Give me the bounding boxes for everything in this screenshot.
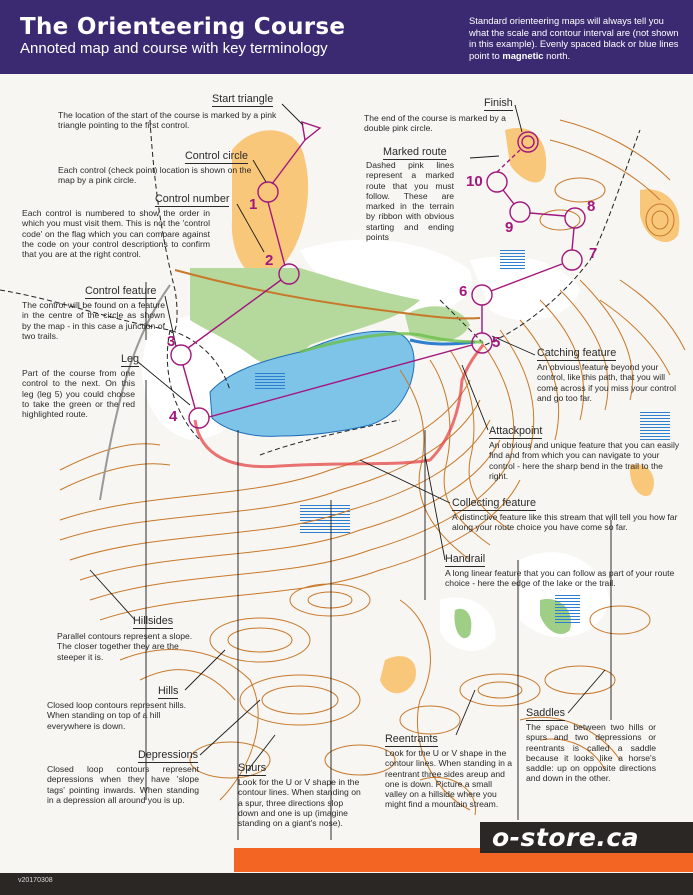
marsh xyxy=(300,505,350,535)
control-number-10: 10 xyxy=(466,173,483,190)
desc-control-feature: The control will be found on a feature in the centre of the circle as shown by the map - in this case a junction of two trails. xyxy=(22,300,165,341)
north-note xyxy=(469,15,683,61)
desc-handrail: A long linear feature that you can follow as part of your route choice - here the edge of the lake or the trail. xyxy=(445,568,675,589)
control-number-7: 7 xyxy=(589,245,598,262)
control-number-1: 1 xyxy=(249,196,258,213)
version-label: v20170308 xyxy=(18,877,53,884)
control-number-9: 9 xyxy=(505,219,514,236)
term-hillsides: Hillsides xyxy=(133,615,174,627)
desc-leg: Part of the course from one control to the next. On this leg (leg 5) you could choose to take the green or the red highlighted route. xyxy=(22,368,135,420)
term-saddles: Saddles xyxy=(526,707,566,719)
north-note-end: north. xyxy=(543,49,571,61)
desc-hillsides: Parallel contours represent a slope. The closer together they are the steeper it is. xyxy=(57,631,193,662)
term-leg: Leg xyxy=(121,353,140,365)
desc-marked-route: Dashed pink lines represent a marked route that you must follow. These are marked in the terrain by ribbon with obvious starting and ending points xyxy=(366,160,454,243)
desc-saddles: The space between two hills or spurs and two depressions or reentrants is called a saddle because it looks like a horse's saddle: up on opposite directions and down in the other. xyxy=(526,722,656,784)
page-subtitle: Annoted map and course with key terminology xyxy=(20,40,328,57)
term-reentrants: Reentrants xyxy=(385,733,438,745)
term-hills: Hills xyxy=(158,685,179,697)
term-start-triangle: Start triangle xyxy=(212,93,274,105)
desc-spurs: Look for the U or V shape in the contour lines. When standing on a spur, three directions slop down and one is up (imagine standing on a giant's nose). xyxy=(238,777,361,829)
marsh xyxy=(500,250,525,270)
desc-attackpoint: An obvious and unique feature that you can easily find and from which you can navigate to your control - here the sharp bend in the trail to the right. xyxy=(489,440,680,481)
marsh xyxy=(255,372,285,390)
control-number-5: 5 xyxy=(492,334,501,351)
marsh xyxy=(640,410,670,440)
desc-hills: Closed loop contours represent hills. When standing on top of a hill everywhere is down. xyxy=(47,700,187,731)
control-number-4: 4 xyxy=(169,408,178,425)
term-marked-route: Marked route xyxy=(383,146,447,158)
term-catching-feature: Catching feature xyxy=(537,347,617,359)
control-number-3: 3 xyxy=(167,333,176,350)
desc-finish: The end of the course is marked by a double pink circle. xyxy=(364,113,506,134)
term-spurs: Spurs xyxy=(238,762,267,774)
north-note-bold: magnetic xyxy=(502,49,544,61)
o-store-logo[interactable]: o-store.ca xyxy=(492,823,640,852)
desc-control-circle: Each control (check point) location is shown on the map by a pink circle. xyxy=(58,165,252,186)
desc-depressions: Closed loop contours represent depressions when they have 'slope tags' pointing inwards. When standing in a depression all around you is up. xyxy=(47,764,199,805)
term-control-circle: Control circle xyxy=(185,150,248,162)
desc-control-number: Each control is numbered to show the order in which you must visit them. This is not the 'control code' on the flag which you can compare against the code on your control descriptions to confirm that you are at the right control. xyxy=(22,208,210,260)
desc-reentrants: Look for the U or V shape in the contour lines. When standing in a reentrant three sides areup and one is down. Picture a small valley on a hillside where you might find a mountain stream. xyxy=(385,748,513,810)
north-note-text: Standard orienteering maps will always tell you what the scale and contour interval are (not shown in this example). Evenly spaced black or blue lines point to xyxy=(469,15,679,61)
term-control-number: Control number xyxy=(155,193,230,205)
desc-start-triangle: The location of the start of the course is marked by a pink triangle pointing to the first control. xyxy=(58,110,277,131)
footer-strip xyxy=(0,873,693,895)
term-attackpoint: Attackpoint xyxy=(489,425,543,437)
control-number-2: 2 xyxy=(265,252,274,269)
desc-collecting-feature: A distinctive feature like this stream that will tell you how far along your route choice you have come so far. xyxy=(452,512,678,533)
desc-catching-feature: An obvious feature beyond your control, like this path, that you will come across if you miss your control and go too far. xyxy=(537,362,676,403)
header-bar xyxy=(0,0,693,74)
term-handrail: Handrail xyxy=(445,553,486,565)
term-control-feature: Control feature xyxy=(85,285,157,297)
term-finish: Finish xyxy=(484,97,513,109)
control-number-6: 6 xyxy=(459,283,468,300)
control-number-8: 8 xyxy=(587,198,596,215)
term-depressions: Depressions xyxy=(138,749,199,761)
term-collecting-feature: Collecting feature xyxy=(452,497,537,509)
marsh xyxy=(555,595,580,625)
page-title: The Orienteering Course xyxy=(20,14,346,40)
